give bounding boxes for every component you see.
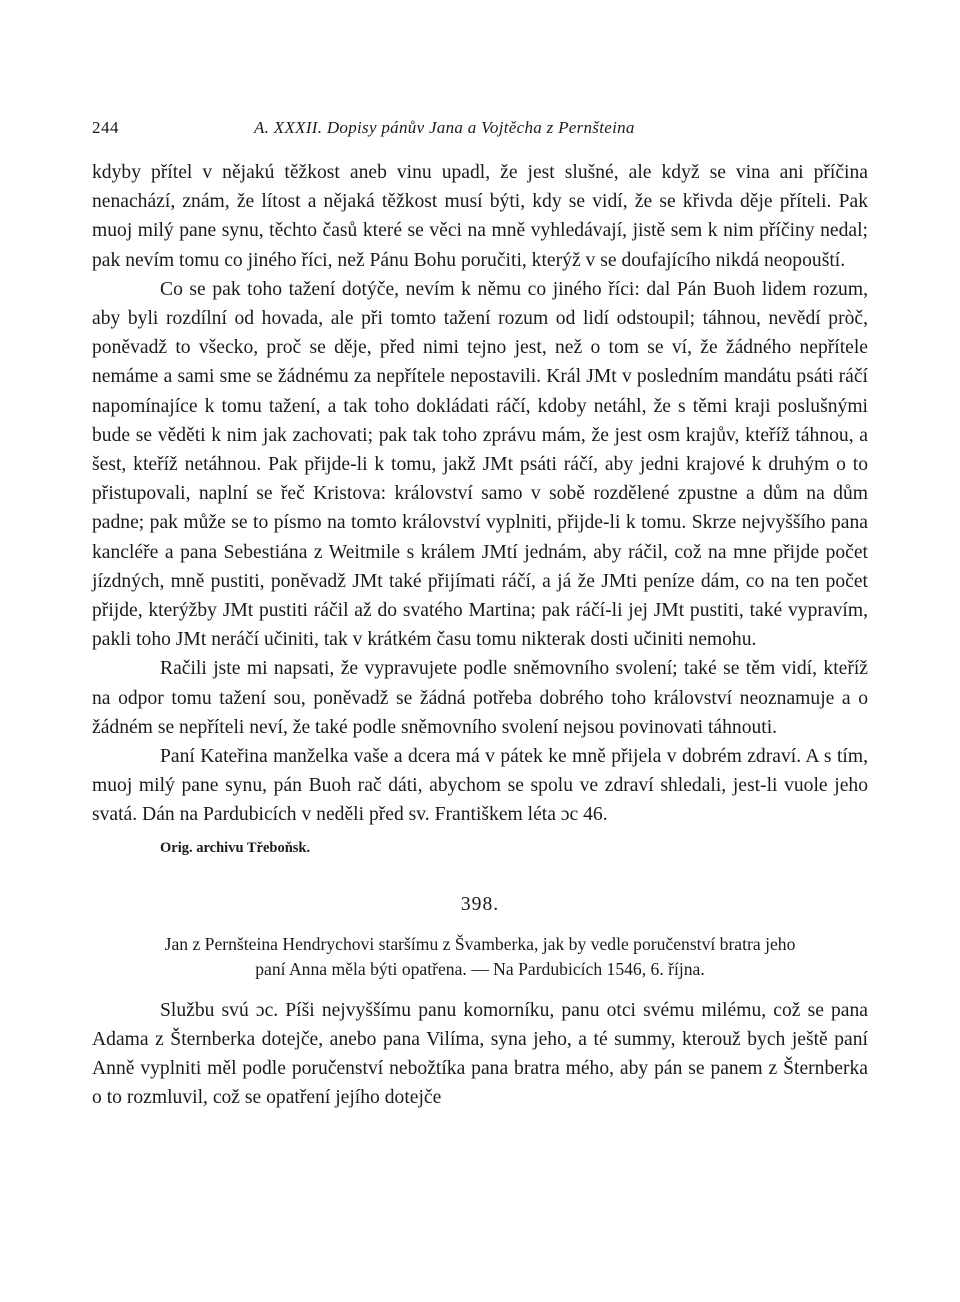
document-number: 398. (460, 893, 500, 915)
heading-line: Jan z Pernšteina Hendrychovi staršímu z Švamberka, jak by vedle poručenství bratra jeho (164, 933, 796, 954)
heading-line: paní Anna měla býti opatřena. — Na Pardubicích 1546, 6. října. (255, 958, 705, 979)
document-heading (92, 932, 868, 982)
running-head (92, 118, 868, 144)
document-body (92, 158, 868, 1112)
page-number: 244 (92, 118, 119, 137)
paragraph-closing: Paní Kateřina manželka vaše a dcera má v pátek ke mně přijela v dobrém zdraví. A s tím, muoj milý pane synu, pán Buoh rač dáti, abychom se spolu ve zdraví shledali, jest-li vuole jeho svatá. Dán na Pardubicích v neděli před sv. Františkem léta ɔc 46. (92, 746, 868, 826)
running-title: A. XXXII. Dopisy pánův Jana a Vojtěcha z Pernšteina (254, 118, 635, 137)
archive-citation: Orig. archivu Třeboňsk. (160, 839, 311, 856)
paragraph-continuation: kdyby přítel v nějakú těžkost aneb vinu upadl, že jest slušné, ale když se vina ani příčina nenachází, znám, že lítost a nějaká těžkost musí býti, kdy se vidí, že se křivda děje příteli. Pak muoj milý pane synu, těchto časů které se věci na mně vyhledávají, jistě sem k nim příčiny nedal; pak nevím tomu co jiného říci, než Pánu Bohu poručiti, kterýž v se doufajícího nikdá neopouští. (92, 162, 868, 271)
paragraph-reply: Račili jste mi napsati, že vypravujete podle sněmovního svolení; také se těm vidí, kteříž na odpor tomu tažení sou, poněvadž se žádná potřeba dobrého toho království neoznamuje a o žádném se nepříteli neví, že také podle sněmovního svolení nejsou povinovati táhnouti. (92, 658, 868, 738)
letter-text: Službu svú ɔc. Píši nejvyššímu panu komorníku, panu otci svému milému, což se pana Adama z Šternberka dotejče, anebo pana Vilíma, syna jeho, a té summy, kterouž bych ještě paní Anně vyplniti měl podle poručenství nebožtíka pana bratra mého, aby pán se panem z Šternberka o to rozmluvil, což se opatření jejího dotejče (92, 999, 868, 1109)
paragraph-campaign: Co se pak toho tažení dotýče, nevím k němu co jiného říci: dal Pán Buoh lidem rozum, aby byli rozdílní od hovada, ale při tomto tažení rozum od lidí odstoupil; táhnou, nevědí pròč, poněvadž to všecko, proč se děje, před nimi tejno jest, než o tom se ví, že žádného nepřítele nemáme a sami sme se žádnému za nepřítele nepostavili. Král JMt v posledním mandátu psáti ráčí napomínajíce k tomu tažení, a tak toho dokládati ráčí, kdoby netáhl, že s těmi kraji poslušnými bude se věděti k nim jak zachovati; pak tak toho zprávu mám, že jest osm krajův, kteříž táhnou, a šest, kteříž netáhnou. Pak přijde-li k tomu, jakž JMt psáti ráčí, aby jedni krajové k druhým o to přistupovali, naplní se řeč Kristova: království samo v sobě rozdělené zpustne a dům na dům padne; pak může se to písmo na tomto království vyplniti, přijde-li k tomu. Skrze nejvyššího pana kancléře a pana Sebestiána z Weitmile s králem JMtí jednám, aby ráčil, což na mne přijde počet jízdných, mně pustiti, poněvadž JMt také přijímati ráčí, a já že JMti peníze dám, co na ten počet přijde, kterýžby JMt pustiti ráčil až do svatého Martina; pak ráčí-li jej JMt pustiti, také vypravím, pakli toho JMt neráčí učiniti, tak v krátkém času tomu nikterak dosti učiniti nemohu. (92, 278, 868, 651)
